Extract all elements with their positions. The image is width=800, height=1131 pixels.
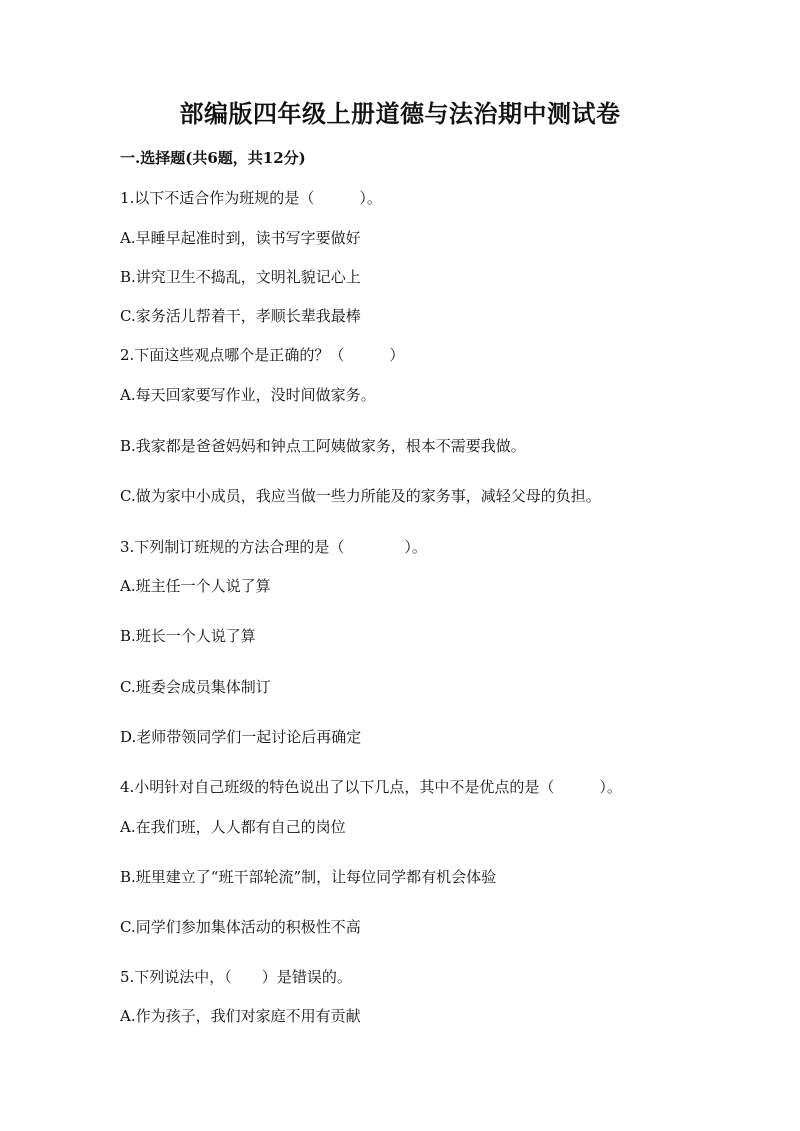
question-2-stem: 2.下面这些观点哪个是正确的？（ ） (120, 346, 405, 364)
question-2-option-b: B.我家都是爸爸妈妈和钟点工阿姨做家务，根本不需要我做。 (120, 437, 526, 455)
question-3-stem: 3.下列制订班规的方法合理的是（ ）。 (120, 538, 427, 556)
question-2-option-c: C.做为家中小成员，我应当做一些力所能及的家务事，减轻父母的负担。 (120, 487, 601, 505)
section-heading: 一.选择题(共6题，共12分) (120, 149, 306, 167)
question-1-option-b: B.讲究卫生不捣乱，文明礼貌记心上 (120, 268, 361, 286)
question-1-stem: 1.以下不适合作为班规的是（ ）。 (120, 189, 382, 207)
question-5-stem: 5.下列说法中，（ ）是错误的。 (120, 968, 352, 986)
question-4-option-a: A.在我们班，人人都有自己的岗位 (120, 818, 346, 836)
question-4-stem: 4.小明针对自己班级的特色说出了以下几点，其中不是优点的是（ ）。 (120, 778, 622, 796)
question-1-option-c: C.家务活儿帮着干，孝顺长辈我最棒 (120, 307, 361, 325)
question-3-option-d: D.老师带领同学们一起讨论后再确定 (120, 728, 362, 746)
page-title: 部编版四年级上册道德与法治期中测试卷 (179, 99, 621, 128)
question-3-option-b: B.班长一个人说了算 (120, 627, 256, 645)
question-4-option-b: B.班里建立了“班干部轮流”制，让每位同学都有机会体验 (120, 868, 497, 886)
question-3-option-c: C.班委会成员集体制订 (120, 678, 271, 696)
question-1-option-a: A.早睡早起准时到，读书写字要做好 (120, 229, 361, 247)
question-5-option-a: A.作为孩子，我们对家庭不用有贡献 (120, 1007, 361, 1025)
question-2-option-a: A.每天回家要写作业，没时间做家务。 (120, 386, 376, 404)
question-3-option-a: A.班主任一个人说了算 (120, 577, 271, 595)
question-4-option-c: C.同学们参加集体活动的积极性不高 (120, 918, 361, 936)
